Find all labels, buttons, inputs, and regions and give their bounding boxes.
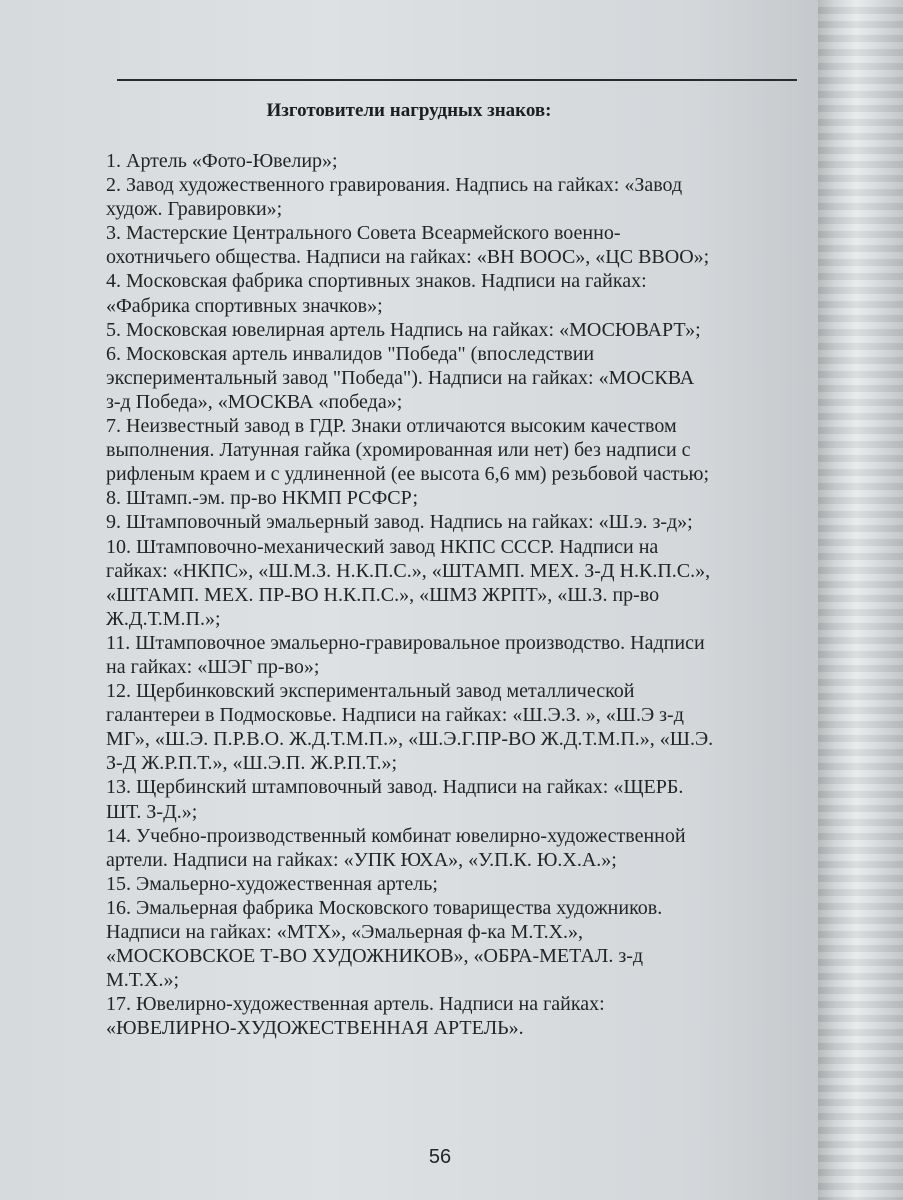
page-number: 56 xyxy=(428,1146,452,1168)
text-line: рифленым краем и с удлиненной (ее высота 6,6 мм) резьбовой частью; xyxy=(106,463,710,486)
text-line: з-д Победа», «МОСКВА «победа»; xyxy=(106,390,403,413)
text-line: З-Д Ж.Р.П.Т.», «Ш.Э.П. Ж.Р.П.Т.»; xyxy=(106,752,398,775)
text-line: 13. Щербинский штамповочный завод. Надписи на гайках: «ЩЕРБ. xyxy=(106,776,684,799)
page-title: Изготовители нагрудных знаков: xyxy=(266,100,552,121)
text-line: выполнения. Латунная гайка (хромированная или нет) без надписи с xyxy=(106,439,691,462)
manufacturers-list xyxy=(106,149,806,1040)
text-line: 6. Московская артель инвалидов "Победа" (впоследствии xyxy=(106,342,595,365)
text-line: Ж.Д.Т.М.П.»; xyxy=(106,607,221,630)
book-binding xyxy=(818,0,903,1200)
text-line: охотничьего общества. Надписи на гайках: «ВН ВООС», «ЦС ВВОО»; xyxy=(106,246,710,269)
text-line: «ЮВЕЛИРНО-ХУДОЖЕСТВЕННАЯ АРТЕЛЬ». xyxy=(106,1017,524,1040)
text-line: 12. Щербинковский экспериментальный завод металлической xyxy=(106,680,635,703)
text-line: 8. Штамп.-эм. пр-во НКМП РСФСР; xyxy=(106,487,419,510)
text-line: 4. Московская фабрика спортивных знаков. Надписи на гайках: xyxy=(106,270,647,293)
text-line: 5. Московская ювелирная артель Надпись на гайках: «МОСЮВАРТ»; xyxy=(106,318,701,341)
text-line: «ШТАМП. МЕХ. ПР-ВО Н.К.П.С.», «ШМЗ ЖРПТ», «Ш.З. пр-во xyxy=(106,583,660,606)
text-line: 3. Мастерские Центрального Совета Всеармейского военно- xyxy=(106,222,621,245)
text-line: на гайках: «ШЭГ пр-во»; xyxy=(106,655,320,678)
text-line: 11. Штамповочное эмальерно-гравировальное производство. Надписи xyxy=(106,631,705,654)
text-line: артели. Надписи на гайках: «УПК ЮХА», «У.П.К. Ю.Х.А.»; xyxy=(106,848,617,871)
text-line: 16. Эмальерная фабрика Московского товарищества художников. xyxy=(106,896,663,919)
text-line: «Фабрика спортивных значков»; xyxy=(106,294,383,317)
text-line: галантереи в Подмосковье. Надписи на гайках: «Ш.Э.З. », «Ш.Э з-д xyxy=(106,704,684,727)
text-line: 7. Неизвестный завод в ГДР. Знаки отличаются высоким качеством xyxy=(106,415,677,438)
text-line: ШТ. З-Д.»; xyxy=(106,800,198,823)
text-line: 10. Штамповочно-механический завод НКПС СССР. Надписи на xyxy=(106,535,659,558)
text-line: МГ», «Ш.Э. П.Р.В.О. Ж.Д.Т.М.П.», «Ш.Э.Г.ПР-ВО Ж.Д.Т.М.П.», «Ш.Э. xyxy=(106,728,714,751)
text-line: 17. Ювелирно-художественная артель. Надписи на гайках: xyxy=(106,993,605,1016)
text-line: худож. Гравировки»; xyxy=(106,198,283,221)
text-line: экспериментальный завод "Победа"). Надписи на гайках: «МОСКВА xyxy=(106,366,695,389)
text-line: 14. Учебно-производственный комбинат ювелирно-художественной xyxy=(106,824,686,847)
text-line: 15. Эмальерно-художественная артель; xyxy=(106,872,438,895)
text-line: Надписи на гайках: «МТХ», «Эмальерная ф-ка М.Т.Х.», xyxy=(106,921,584,943)
text-line: 2. Завод художественного гравирования. Надпись на гайках: «Завод xyxy=(106,174,683,197)
text-line: гайках: «НКПС», «Ш.М.З. Н.К.П.С.», «ШТАМП. МЕХ. З-Д Н.К.П.С.», xyxy=(106,559,711,582)
text-line: 1. Артель «Фото-Ювелир»; xyxy=(106,150,338,172)
header-rule xyxy=(117,79,797,81)
text-line: 9. Штамповочный эмальерный завод. Надпись на гайках: «Ш.э. з-д»; xyxy=(106,511,693,534)
text-line: «МОСКОВСКОЕ Т-ВО ХУДОЖНИКОВ», «ОБРА-МЕТАЛ. з-д xyxy=(106,945,644,968)
text-line: М.Т.Х.»; xyxy=(106,969,179,992)
